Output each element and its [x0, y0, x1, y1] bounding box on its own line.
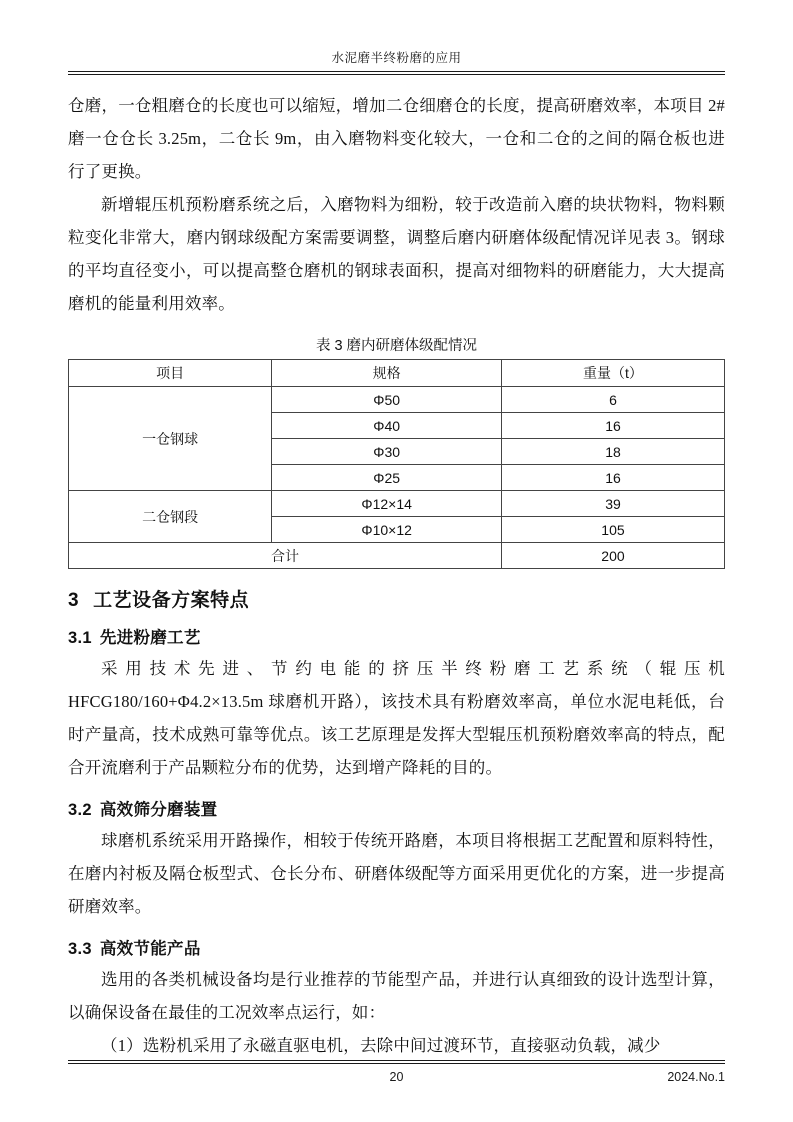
paragraph-3-1: 采用技术先进、节约电能的挤压半终粉磨工艺系统（辊压机 HFCG180/160+Φ4.2×13.5m 球磨机开路），该技术具有粉磨效率高，单位水泥电耗低，台时产量高，技术成熟可靠等优点。该工艺原理是发挥大型辊压机预粉磨效率高的特点，配合开流磨利于产品颗粒分布的优势，达到增产降耗的目的。: [68, 659, 725, 777]
table-weight-cell: 39: [501, 491, 724, 517]
table-caption: 表 3 磨内研磨体级配情况: [315, 338, 478, 354]
issue-label: 2024.No.1: [667, 1070, 725, 1084]
table-weight-cell: 16: [501, 465, 724, 491]
table-weight-cell: 16: [501, 413, 724, 439]
table-spec-cell: Φ30: [272, 439, 502, 465]
table-total-row: [69, 543, 725, 569]
table-spec-cell: Φ12×14: [272, 491, 502, 517]
paragraph-3-3-b: （1）选粉机采用了永磁直驱电机，去除中间过渡环节，直接驱动负载，减少: [101, 1036, 661, 1055]
header-rule-thick: [68, 71, 725, 72]
section-heading-3: [68, 585, 725, 612]
paragraph-3-2: 球磨机系统采用开路操作，相较于传统开路磨，本项目将根据工艺配置和原料特性，在磨内衬板及隔仓板型式、仓长分布、研磨体级配等方面采用更优化的方案，进一步提高研磨效率。: [68, 831, 725, 916]
running-head: 水泥磨半终粉磨的应用: [331, 51, 462, 65]
subsection-number: 3.2: [68, 801, 92, 819]
section-heading-3-3: [68, 935, 725, 959]
table-row: [69, 387, 725, 413]
table-spec-cell: Φ50: [272, 387, 502, 413]
footer-rule-thick: [68, 1060, 725, 1061]
table-weight-cell: 105: [501, 517, 724, 543]
table-header-cell: 项目: [69, 360, 272, 387]
section-heading-3-1: [68, 624, 725, 648]
footer-rule-thin: [68, 1063, 725, 1064]
paragraph-3-3-a: 选用的各类机械设备均是行业推荐的节能型产品，并进行认真细致的设计选型计算，以确保设备在最佳的工况效率点运行，如：: [68, 970, 725, 1022]
page-content: [68, 48, 725, 1062]
subsection-number: 3.3: [68, 940, 92, 958]
subsection-title: 高效筛分磨装置: [99, 801, 218, 819]
paragraph-continued: 仓磨，一仓粗磨仓的长度也可以缩短，增加二仓细磨仓的长度，提高研磨效率，本项目 2#磨一仓仓长 3.25m，二仓长 9m，由入磨物料变化较大，一仓和二仓的之间的隔仓板也进行了更换。: [68, 96, 725, 181]
table-header-cell: 规格: [272, 360, 502, 387]
footer-row: [68, 1070, 725, 1086]
table-spec-cell: Φ40: [272, 413, 502, 439]
table-header-row: [69, 360, 725, 387]
grinding-media-table: [68, 359, 725, 569]
page-footer: [68, 1060, 725, 1086]
table-spec-cell: Φ10×12: [272, 517, 502, 543]
table-weight-cell: 18: [501, 439, 724, 465]
page-number: 20: [389, 1070, 404, 1084]
subsection-title: 高效节能产品: [99, 940, 201, 958]
subsection-number: 3.1: [68, 629, 92, 647]
table-row: [69, 491, 725, 517]
table-total-label: 合计: [69, 543, 502, 569]
section-number: 3: [68, 590, 80, 611]
section-title: 工艺设备方案特点: [93, 590, 250, 611]
subsection-title: 先进粉磨工艺: [99, 629, 201, 647]
header-rule-thin: [68, 74, 725, 75]
table-spec-cell: Φ25: [272, 465, 502, 491]
table-group-cell: 一仓钢球: [69, 387, 272, 491]
table-total-value: 200: [501, 543, 724, 569]
section-heading-3-2: [68, 796, 725, 820]
paragraph-grinding-media: 新增辊压机预粉磨系统之后，入磨物料为细粉，较于改造前入磨的块状物料，物料颗粒变化非常大，磨内钢球级配方案需要调整，调整后磨内研磨体级配情况详见表 3。钢球的平均直径变小，可以提高整仓磨机的钢球表面积，提高对细物料的研磨能力，大大提高磨机的能量利用效率。: [68, 195, 725, 313]
table-weight-cell: 6: [501, 387, 724, 413]
table-group-cell: 二仓钢段: [69, 491, 272, 543]
table-header-cell: 重量（t）: [501, 360, 724, 387]
